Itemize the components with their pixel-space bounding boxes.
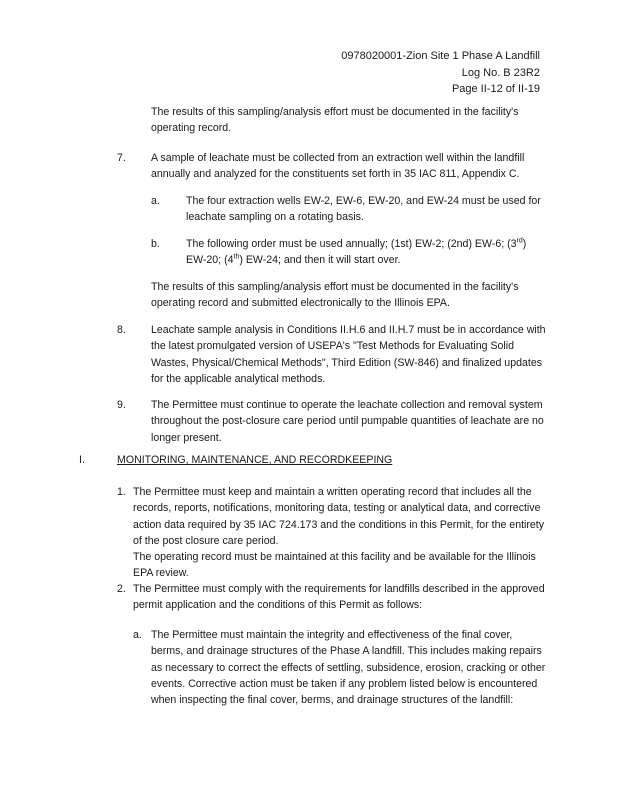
- section-i-letter: I.: [79, 454, 85, 466]
- section-i-item-1-number: 1.: [117, 486, 126, 498]
- section-i-title: MONITORING, MAINTENANCE, AND RECORDKEEPING: [117, 454, 393, 466]
- section-i-item-2-number: 2.: [117, 583, 126, 595]
- intro-paragraph: The results of this sampling/analysis effort must be documented in the facility's operating record.: [151, 106, 519, 135]
- item-7a-label: a.: [151, 195, 160, 207]
- section-i-item-1-text: [133, 484, 548, 582]
- item-7a-text: The four extraction wells EW-2, EW-6, EW-20, and EW-24 must be used for leachate sampling on a rotating basis.: [186, 195, 541, 224]
- section-i-item-2a-label: a.: [133, 629, 142, 641]
- header-log-number: Log No. B 23R2: [461, 66, 540, 79]
- item-7b-label: b.: [151, 238, 160, 250]
- item-7-results-paragraph: The results of this sampling/analysis effort must be documented in the facility's operating record and submitted electronically to the Illinois EPA.: [151, 281, 519, 310]
- section-i-item-2a-text: The Permittee must maintain the integrity and effectiveness of the final cover, berms, and drainage structures of the Phase A landfill. This includes making repairs as necessary to correct the effects of settling, subsidence, erosion, cracking or other events. Corrective action must be taken if any problem listed below is encountered when inspecting the final cover, berms, and drainage structures of the landfill:: [151, 629, 546, 707]
- item-8-text: Leachate sample analysis in Conditions II.H.6 and II.H.7 must be in accordance with the latest promulgated version of USEPA's "Test Methods for Evaluating Solid Wastes, Physical/Chemical Methods", Third Edition (SW-846) and finalized updates for the applicable analytical methods.: [151, 324, 546, 385]
- header-site: 0978020001-Zion Site 1 Phase A Landfill: [341, 50, 540, 62]
- section-i-item-1-paragraph: The Permittee must keep and maintain a written operating record that includes all the records, reports, notifications, monitoring data, testing or analytical data, and corrective action data required by 35 IAC 724.173 and the conditions in this Permit, for the entirety of the post closure care period.: [133, 486, 545, 547]
- page-header: [240, 48, 540, 98]
- item-9-number: 9.: [117, 399, 126, 411]
- item-7-text: A sample of leachate must be collected from an extraction well within the landfill annually and analyzed for the constituents set forth in 35 IAC 811, Appendix C.: [151, 152, 525, 181]
- item-9-text: The Permittee must continue to operate the leachate collection and removal system throughout the post-closure care period until pumpable quantities of leachate are no longer present.: [151, 399, 544, 444]
- item-7b-text: The following order must be used annually; (1st) EW-2; (2nd) EW-6; (3rd) EW-20; (4th) EW-24; and then it will start over.: [186, 237, 527, 267]
- section-i-item-2-text: The Permittee must comply with the requirements for landfills described in the approved permit application and the conditions of this Permit as follows:: [133, 583, 545, 612]
- header-page-number: Page II-12 of II-19: [451, 83, 540, 95]
- item-7-number: 7.: [117, 152, 126, 164]
- section-i-item-1-paragraph-2: The operating record must be maintained at this facility and be available for the Illinois EPA review.: [133, 551, 536, 580]
- item-8-number: 8.: [117, 324, 126, 336]
